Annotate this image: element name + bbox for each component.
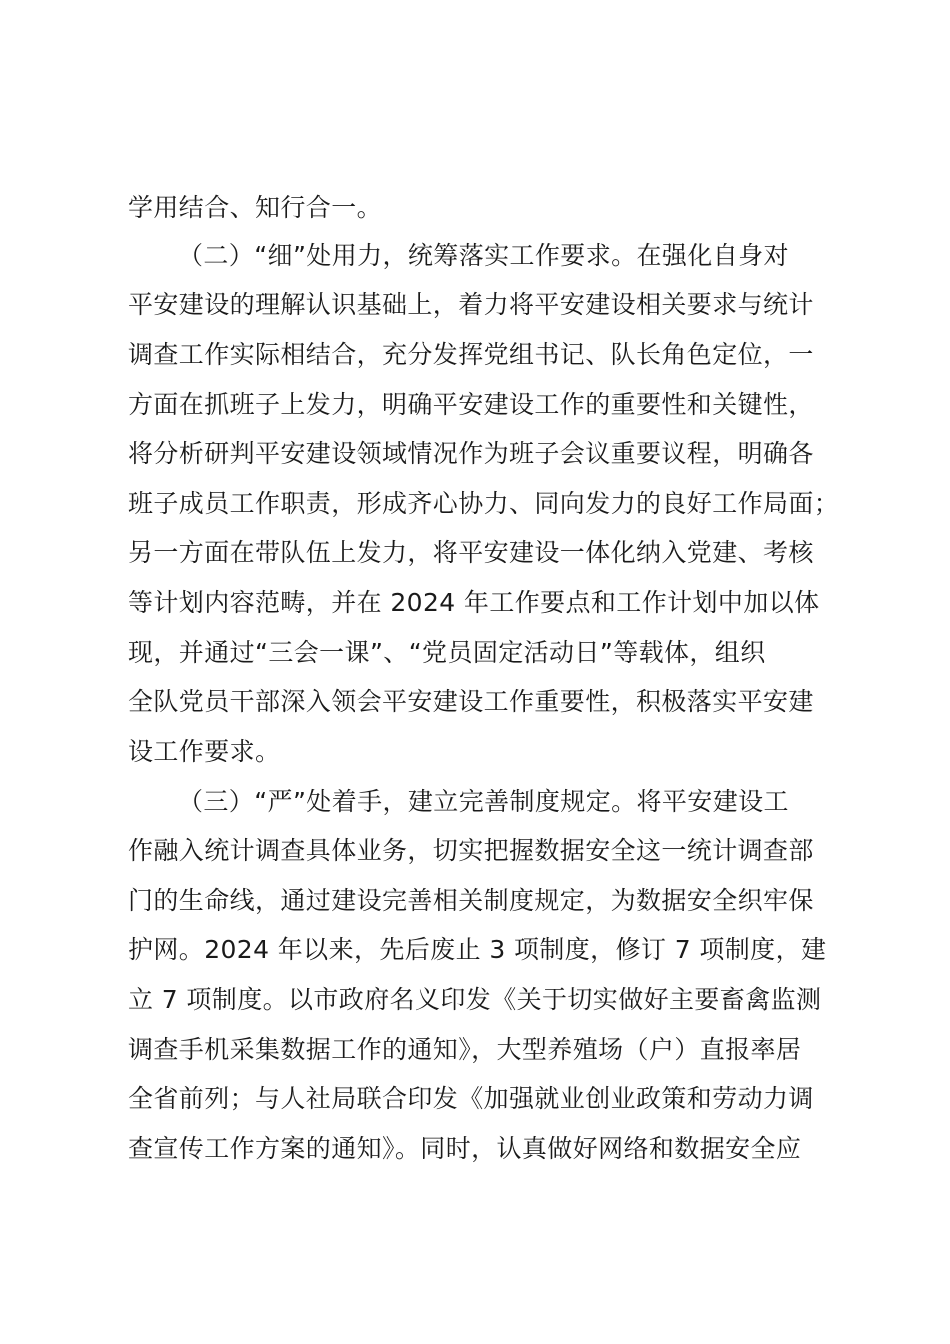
text-line: 全队党员干部深入领会平安建设工作重要性，积极落实平安建 xyxy=(128,687,814,716)
text-line: 学用结合、知行合一。 xyxy=(128,193,383,222)
section-heading-line: （三）“严”处着手，建立完善制度规定。将平安建设工 xyxy=(178,787,789,816)
text-line: 平安建设的理解认识基础上，着力将平安建设相关要求与统计 xyxy=(128,290,814,319)
text-line: 调查手机采集数据工作的通知》，大型养殖场（户）直报率居 xyxy=(128,1035,802,1064)
text-line: 将分析研判平安建设领域情况作为班子会议重要议程，明确各 xyxy=(128,439,814,468)
text-line: 班子成员工作职责，形成齐心协力、同向发力的良好工作局面； xyxy=(128,489,840,518)
text-line: 全省前列；与人社局联合印发《加强就业创业政策和劳动力调 xyxy=(128,1084,814,1113)
text-line: 方面在抓班子上发力，明确平安建设工作的重要性和关键性， xyxy=(128,390,814,419)
text-line: 设工作要求。 xyxy=(128,737,281,766)
text-line: 立 7 项制度。以市政府名义印发《关于切实做好主要畜禽监测 xyxy=(128,985,822,1014)
text-line: 等计划内容范畴，并在 2024 年工作要点和工作计划中加以体 xyxy=(128,588,820,617)
text-line: 另一方面在带队伍上发力，将平安建设一体化纳入党建、考核 xyxy=(128,538,814,567)
text-line: 查宣传工作方案的通知》。同时，认真做好网络和数据安全应 xyxy=(128,1134,802,1163)
text-line: 调查工作实际相结合，充分发挥党组书记、队长角色定位，一 xyxy=(128,340,814,369)
text-line: 现，并通过“三会一课”、“党员固定活动日”等载体，组织 xyxy=(128,638,766,667)
text-line: 门的生命线，通过建设完善相关制度规定，为数据安全织牢保 xyxy=(128,886,814,915)
text-line: 护网。2024 年以来，先后废止 3 项制度，修订 7 项制度，建 xyxy=(128,935,827,964)
section-heading-line: （二）“细”处用力，统筹落实工作要求。在强化自身对 xyxy=(178,241,789,270)
text-line: 作融入统计调查具体业务，切实把握数据安全这一统计调查部 xyxy=(128,836,814,865)
